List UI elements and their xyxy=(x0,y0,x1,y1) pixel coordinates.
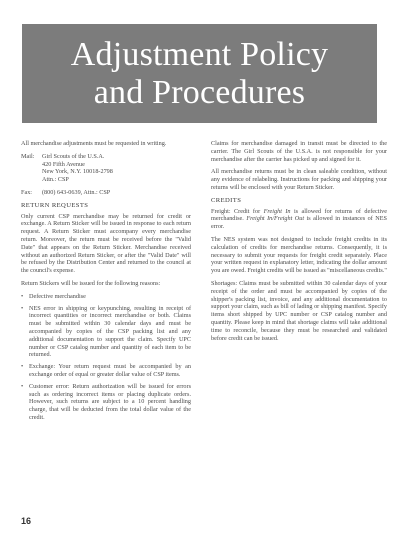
fax-label: Fax: xyxy=(21,188,33,196)
return-reasons-list xyxy=(21,293,191,422)
shortages-label: Shortages: xyxy=(211,279,238,287)
damage-claims-paragraph: Claims for merchandise damaged in transit must be directed to the carrier. The Girl Scouts of the U.S.A. is not responsible for your merchandise after the carrier has picked up and signed for it. xyxy=(211,140,387,163)
mail-address xyxy=(21,153,191,184)
list-item-label: Exchange: xyxy=(29,363,56,371)
mail-lines xyxy=(42,153,113,184)
mail-label: Mail: xyxy=(21,152,35,160)
page-title-line-2: and Procedures xyxy=(93,73,306,111)
list-item-text: Return authorization will be issued for errors such as ordering incorrect items or placing duplicate orders. However, such returns are subject to a 10 percent handling charge, that will be deducted from the total dollar value of the credit. xyxy=(29,382,191,421)
list-item xyxy=(21,363,191,379)
list-item xyxy=(21,293,191,301)
mail-line: New York, N.Y. 10018-2798 xyxy=(42,168,113,176)
page-title-line-1: Adjustment Policy xyxy=(70,35,329,73)
mail-line: 420 Fifth Avenue xyxy=(42,160,85,168)
freight-credit-paragraph xyxy=(211,208,387,231)
freight-end: is allowed in instances of NES error. xyxy=(211,215,387,231)
return-condition-paragraph: All merchandise returns must be in clean saleable condition, without any evidence of relabeling. Instructions for packing and shipping your returns will be enclosed with your Return Sticker. xyxy=(211,168,387,191)
list-item-text: Your return request must be accompanied by an exchange order of equal or greater dollar value of CSP items. xyxy=(29,363,191,378)
shortages-paragraph xyxy=(211,280,387,342)
mail-line: Attn.: CSP xyxy=(42,176,69,184)
page-number: 16 xyxy=(21,516,32,526)
mail-line: Girl Scouts of the U.S.A. xyxy=(42,152,105,160)
list-item xyxy=(21,305,191,360)
freight-in-term: Freight In xyxy=(263,207,291,215)
list-item-text: NES error in shipping or keypunching, resulting in receipt of incorrect quantities or incorrect merchandise or both. Claims must be submitted within 30 calendar days and must be accompanied by copies of the CSP packing list and any additional documentation to support the claim. Specify UPC number or CSP catalog number and quantity of each item to be returned. xyxy=(29,304,191,359)
freight-mid: is allowed for returns of defective merchandise. xyxy=(211,207,388,223)
fax-value: (800) 643-0639, Attn.: CSP xyxy=(42,188,111,196)
credits-heading: CREDITS xyxy=(211,196,242,204)
list-item xyxy=(21,383,191,422)
fax-number xyxy=(21,189,191,197)
return-requests-heading: RETURN REQUESTS xyxy=(21,201,89,209)
intro-text: All merchandise adjustments must be requested in writing. xyxy=(21,140,167,147)
right-column xyxy=(211,140,387,347)
shortages-text: Claims must be submitted within 30 calendar days of your receipt of the order and must be accompanied by copies of the shipper's packing list, invoice, and any additional documentation to support your claim, such as bill of lading or shipping manifest. Specify items short shipped by UPC number or CSP catalog number and quantity. Please keep in mind that shortage claims will take additional time to reconcile, because they must be researched and validated before credit can be issued. xyxy=(211,279,388,342)
list-item-text: Defective merchandise xyxy=(29,292,86,300)
return-paragraph-1: Only current CSP merchandise may be returned for credit or exchange. A Return Sticker will be issued in response to each return request. A Return Sticker must accompany every merchandise return. Moreover, the return must be received before the "Valid Date" that appears on the Return Sticker. Merchandise received without an authorized Return Sticker, or after the "Valid Date" will be refused by the Distribution Center and returned to the council at the council's expense. xyxy=(21,212,191,275)
freight-lead: Freight: Credit for xyxy=(211,207,261,215)
left-column xyxy=(21,140,191,427)
nes-system-paragraph: The NES system was not designed to include freight credits in its calculation of credits for merchandise returns. Consequently, it is necessary to submit your requests for freight credit separately. Place your written request in explanatory letter, indicating the dollar amount you are owed. Freight credits will be issued as "miscellaneous credits." xyxy=(211,235,387,275)
list-item-label: Customer error: xyxy=(29,382,70,390)
freight-in-out-term: Freight In/Freight Out xyxy=(246,215,305,223)
title-banner xyxy=(22,24,377,123)
return-paragraph-2: Return Stickers will be issued for the following reasons: xyxy=(21,279,161,287)
